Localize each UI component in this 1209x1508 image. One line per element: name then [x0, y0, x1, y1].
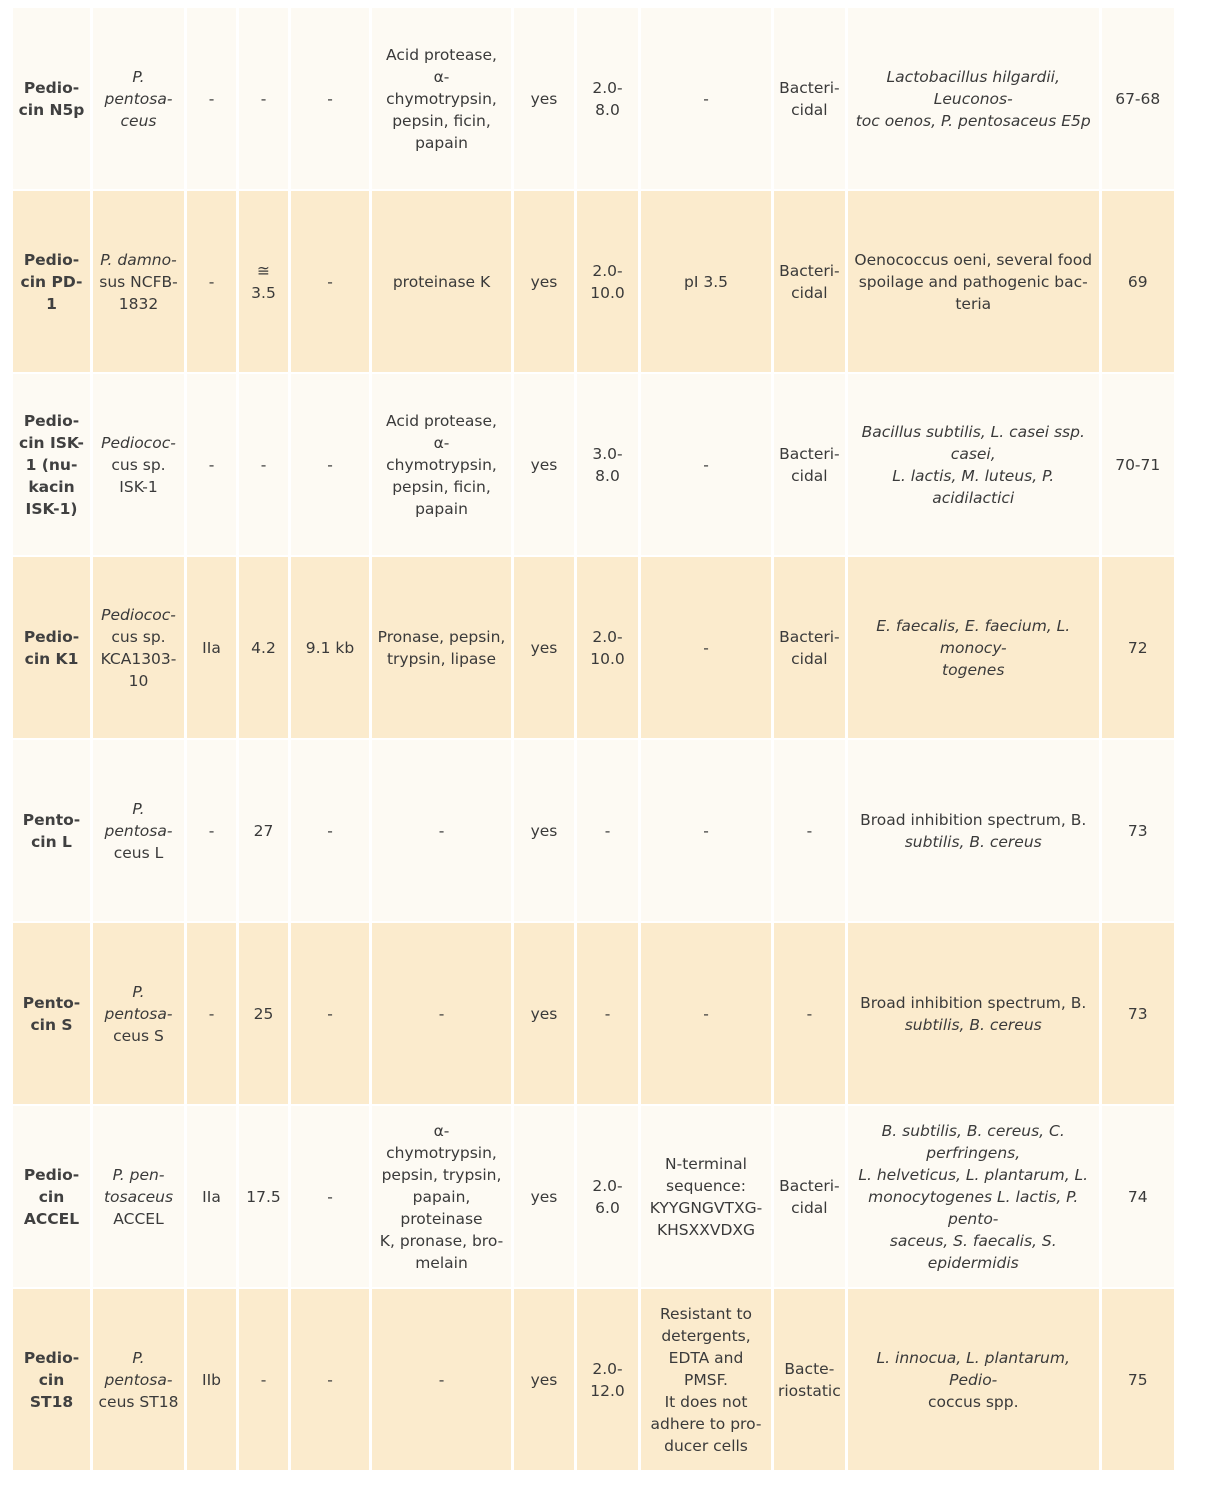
bacteriocin-name: ACCEL: [23, 1209, 80, 1228]
mode-of-action: Bacteri-: [779, 78, 840, 97]
class-value: IIa: [202, 638, 221, 657]
other-properties: detergents,: [661, 1326, 751, 1345]
molecular-weight-value: 4.2: [251, 638, 276, 657]
producer-organism: P. pentosa-: [104, 67, 173, 108]
enzyme-sensitivity: melain: [415, 1253, 468, 1272]
ph-range: 2.0-8.0: [592, 78, 623, 119]
enzyme-sensitivity-cell: [372, 374, 511, 555]
inhibition-spectrum: toc oenos, P. pentosaceus E5p: [855, 111, 1091, 130]
bacteriocin-name: ISK-1): [25, 499, 78, 518]
class-value: -: [208, 272, 215, 291]
producer-organism-cell: [93, 1106, 184, 1287]
bacteriocin-name: cin S: [30, 1015, 73, 1034]
bacteriocin-name: Pedio-: [23, 1348, 80, 1367]
plasmid-cell: [291, 1289, 369, 1470]
enzyme-sensitivity-cell: [372, 1289, 511, 1470]
ph-range-cell: [577, 8, 638, 189]
enzyme-sensitivity-cell: [372, 740, 511, 921]
other-properties: KYYGNGVTXG-: [649, 1198, 763, 1217]
mode-of-action: Bacte-: [784, 1359, 835, 1378]
ph-range: 3.0-8.0: [592, 444, 623, 485]
molecular-weight-cell: [239, 374, 288, 555]
bacteriocin-name: Pedio-: [23, 411, 80, 430]
reference-value: 70-71: [1115, 455, 1161, 474]
producer-organism: cus sp.: [111, 455, 166, 474]
enzyme-sensitivity: trypsin, lipase: [386, 649, 497, 668]
producer-organism: KCA1303-: [100, 649, 177, 668]
molecular-weight-value: -: [260, 455, 267, 474]
enzyme-sensitivity: α- chymotrypsin,: [386, 1121, 497, 1162]
other-properties-cell: [641, 8, 771, 189]
class-value: -: [208, 1004, 215, 1023]
other-properties: ducer cells: [664, 1436, 748, 1455]
heat-stability-value: yes: [530, 821, 558, 840]
enzyme-sensitivity: Pronase, pepsin,: [377, 627, 506, 646]
enzyme-sensitivity: papain: [415, 133, 468, 152]
enzyme-sensitivity: pepsin, ficin,: [392, 111, 491, 130]
heat-stability-value: yes: [530, 455, 558, 474]
inhibition-spectrum: Lactobacillus hilgardii, Leuconos-: [886, 67, 1060, 108]
plasmid-cell: [291, 557, 369, 738]
enzyme-sensitivity-cell: [372, 1106, 511, 1287]
other-properties: -: [703, 821, 709, 840]
enzyme-sensitivity-cell: [372, 557, 511, 738]
plasmid-value: -: [327, 89, 333, 108]
plasmid-value: -: [327, 1004, 333, 1023]
mode-of-action-cell: [774, 374, 845, 555]
inhibition-spectrum-cell: [848, 191, 1099, 372]
enzyme-sensitivity: pepsin, trypsin,: [381, 1165, 502, 1184]
plasmid-value: -: [327, 1370, 333, 1389]
class-cell: [187, 8, 236, 189]
inhibition-spectrum: Oenococcus oeni, several food: [854, 250, 1093, 269]
heat-stability-cell: [514, 374, 574, 555]
class-cell: [187, 191, 236, 372]
producer-organism: ceus: [120, 111, 157, 130]
producer-organism: ceus L: [113, 843, 164, 862]
bacteriocin-name: Pedio-: [23, 78, 80, 97]
inhibition-spectrum: Broad inhibition spectrum, B.: [860, 810, 1087, 829]
ph-range: 10.0: [590, 283, 625, 302]
class-cell: [187, 740, 236, 921]
mode-of-action: riostatic: [778, 1381, 841, 1400]
ph-range: -: [604, 821, 611, 840]
other-properties: -: [703, 455, 709, 474]
inhibition-spectrum: E. faecalis, E. faecium, L. monocy-: [876, 616, 1071, 657]
reference-value: 73: [1127, 1004, 1148, 1023]
class-value: IIb: [202, 1370, 221, 1389]
producer-organism: Pediococ-: [101, 605, 176, 624]
reference-cell: [1102, 374, 1174, 555]
class-cell: [187, 1289, 236, 1470]
bacteriocin-name: cin: [38, 1187, 65, 1206]
bacteriocin-name: cin K1: [24, 649, 79, 668]
molecular-weight-cell: [239, 8, 288, 189]
producer-organism: 10: [128, 671, 149, 690]
table-row: [13, 923, 1174, 1104]
ph-range: 10.0: [590, 649, 625, 668]
class-value: -: [208, 821, 215, 840]
other-properties: -: [703, 89, 709, 108]
bacteriocin-name-cell: [13, 1106, 90, 1287]
plasmid-cell: [291, 740, 369, 921]
reference-cell: [1102, 8, 1174, 189]
plasmid-value: -: [327, 1187, 333, 1206]
inhibition-spectrum: teria: [955, 294, 992, 313]
heat-stability-value: yes: [530, 1004, 558, 1023]
heat-stability-cell: [514, 557, 574, 738]
ph-range-cell: [577, 557, 638, 738]
table-row: [13, 1106, 1174, 1287]
producer-organism: ceus S: [113, 1026, 164, 1045]
enzyme-sensitivity: papain, proteinase: [400, 1187, 483, 1228]
producer-organism: ACCEL: [113, 1209, 164, 1228]
enzyme-sensitivity: papain: [415, 499, 468, 518]
bacteriocin-name: 1 (nu-: [25, 455, 78, 474]
producer-organism: P. pen-: [112, 1165, 165, 1184]
heat-stability-cell: [514, 740, 574, 921]
inhibition-spectrum: Bacillus subtilis, L. casei ssp. casei,: [861, 422, 1085, 463]
ph-range: 2.0-6.0: [592, 1176, 623, 1217]
bacteriocin-name: Pedio-: [23, 250, 80, 269]
bacteriocin-name-cell: [13, 923, 90, 1104]
table-body: [13, 8, 1174, 1470]
ph-range: 2.0-: [592, 1359, 623, 1378]
reference-cell: [1102, 740, 1174, 921]
molecular-weight-value: 27: [253, 821, 274, 840]
bacteriocin-name: kacin: [28, 477, 75, 496]
heat-stability-cell: [514, 1106, 574, 1287]
enzyme-sensitivity-cell: [372, 8, 511, 189]
bacteriocin-name: cin PD-1: [20, 272, 83, 313]
heat-stability-cell: [514, 191, 574, 372]
mode-of-action: cidal: [791, 649, 828, 668]
heat-stability-value: yes: [530, 1187, 558, 1206]
class-cell: [187, 374, 236, 555]
bacteriocin-name-cell: [13, 374, 90, 555]
other-properties-cell: [641, 1289, 771, 1470]
bacteriocin-name: Pento-: [22, 810, 81, 829]
bacteriocin-name: cin ST18: [29, 1370, 74, 1411]
other-properties: Resistant to: [659, 1304, 753, 1323]
heat-stability-cell: [514, 8, 574, 189]
heat-stability-value: yes: [530, 272, 558, 291]
mode-of-action-cell: [774, 1106, 845, 1287]
inhibition-spectrum: subtilis, B. cereus: [904, 1015, 1042, 1034]
table-row: [13, 8, 1174, 189]
plasmid-cell: [291, 1106, 369, 1287]
plasmid-value: -: [327, 821, 333, 840]
inhibition-spectrum-cell: [848, 1289, 1099, 1470]
inhibition-spectrum: spoilage and pathogenic bac-: [858, 272, 1088, 291]
table-row: [13, 557, 1174, 738]
producer-organism: sus NCFB-: [99, 272, 178, 291]
producer-organism: Pediococ-: [101, 433, 176, 452]
mode-of-action-cell: [774, 1289, 845, 1470]
table-row: [13, 1289, 1174, 1470]
molecular-weight-value: -: [260, 1370, 267, 1389]
producer-organism-cell: [93, 740, 184, 921]
reference-cell: [1102, 191, 1174, 372]
table-row: [13, 191, 1174, 372]
inhibition-spectrum: coccus spp.: [927, 1392, 1019, 1411]
molecular-weight-cell: [239, 191, 288, 372]
enzyme-sensitivity: α- chymotrypsin,: [386, 67, 497, 108]
mode-of-action: cidal: [791, 283, 828, 302]
inhibition-spectrum-cell: [848, 740, 1099, 921]
bacteriocin-name-cell: [13, 557, 90, 738]
molecular-weight-value: 25: [253, 1004, 274, 1023]
molecular-weight-cell: [239, 740, 288, 921]
mode-of-action: cidal: [791, 100, 828, 119]
inhibition-spectrum: B. subtilis, B. cereus, C. perfringens,: [881, 1121, 1065, 1162]
producer-organism-cell: [93, 923, 184, 1104]
other-properties: -: [703, 638, 709, 657]
other-properties: pI 3.5: [684, 272, 728, 291]
enzyme-sensitivity: proteinase K: [392, 272, 491, 291]
other-properties-cell: [641, 557, 771, 738]
producer-organism: P. damno-: [100, 250, 177, 269]
mode-of-action: Bacteri-: [779, 261, 840, 280]
molecular-weight-cell: [239, 1289, 288, 1470]
class-value: IIa: [202, 1187, 221, 1206]
mode-of-action: cidal: [791, 1198, 828, 1217]
bacteriocin-name-cell: [13, 8, 90, 189]
mode-of-action-cell: [774, 8, 845, 189]
heat-stability-cell: [514, 923, 574, 1104]
heat-stability-value: yes: [530, 89, 558, 108]
mode-of-action: Bacteri-: [779, 1176, 840, 1195]
bacteriocin-name: cin L: [31, 832, 72, 851]
other-properties-cell: [641, 740, 771, 921]
mode-of-action: -: [806, 1004, 813, 1023]
mode-of-action: Bacteri-: [779, 627, 840, 646]
ph-range: 12.0: [590, 1381, 625, 1400]
producer-organism: 1832: [118, 294, 159, 313]
producer-organism-cell: [93, 1289, 184, 1470]
bacteriocin-name-cell: [13, 1289, 90, 1470]
other-properties: adhere to pro-: [650, 1414, 762, 1433]
ph-range-cell: [577, 191, 638, 372]
bacteriocin-name: cin ISK-: [19, 433, 84, 452]
reference-value: 72: [1127, 638, 1148, 657]
class-cell: [187, 557, 236, 738]
producer-organism: ceus ST18: [98, 1392, 179, 1411]
inhibition-spectrum: subtilis, B. cereus: [904, 832, 1042, 851]
ph-range-cell: [577, 923, 638, 1104]
plasmid-cell: [291, 923, 369, 1104]
reference-cell: [1102, 923, 1174, 1104]
other-properties: It does not: [664, 1392, 748, 1411]
class-cell: [187, 923, 236, 1104]
producer-organism: P. pentosa-: [104, 1348, 173, 1389]
reference-value: 75: [1127, 1370, 1148, 1389]
molecular-weight-cell: [239, 1106, 288, 1287]
reference-value: 74: [1127, 1187, 1148, 1206]
enzyme-sensitivity: pepsin, ficin,: [392, 477, 491, 496]
mode-of-action-cell: [774, 191, 845, 372]
plasmid-value: 9.1 kb: [305, 638, 355, 657]
enzyme-sensitivity: K, pronase, bro-: [379, 1231, 504, 1250]
bacteriocin-name-cell: [13, 740, 90, 921]
producer-organism: tosaceus: [103, 1187, 174, 1206]
heat-stability-value: yes: [530, 1370, 558, 1389]
producer-organism: ISK-1: [119, 477, 158, 496]
bacteriocin-name: Pedio-: [23, 627, 80, 646]
inhibition-spectrum-cell: [848, 923, 1099, 1104]
other-properties-cell: [641, 374, 771, 555]
class-value: -: [208, 89, 215, 108]
mode-of-action-cell: [774, 740, 845, 921]
bacteriocin-table: [10, 6, 1177, 1472]
other-properties: N-terminal: [665, 1154, 747, 1173]
inhibition-spectrum: monocytogenes L. lactis, P. pento-: [868, 1187, 1079, 1228]
ph-range: -: [604, 1004, 611, 1023]
heat-stability-cell: [514, 1289, 574, 1470]
mode-of-action: -: [806, 821, 813, 840]
reference-cell: [1102, 1106, 1174, 1287]
bacteriocin-name: Pento-: [22, 993, 81, 1012]
heat-stability-value: yes: [530, 638, 558, 657]
inhibition-spectrum-cell: [848, 1106, 1099, 1287]
enzyme-sensitivity: -: [438, 1004, 445, 1023]
molecular-weight-value: 17.5: [246, 1187, 281, 1206]
producer-organism-cell: [93, 8, 184, 189]
plasmid-cell: [291, 191, 369, 372]
producer-organism-cell: [93, 374, 184, 555]
reference-value: 69: [1127, 272, 1148, 291]
other-properties: EDTA and PMSF.: [668, 1348, 744, 1389]
enzyme-sensitivity: α- chymotrypsin,: [386, 433, 497, 474]
other-properties-cell: [641, 1106, 771, 1287]
molecular-weight-value: ≅ 3.5: [251, 261, 276, 302]
reference-cell: [1102, 1289, 1174, 1470]
ph-range-cell: [577, 1289, 638, 1470]
inhibition-spectrum: L. innocua, L. plantarum, Pedio-: [876, 1348, 1070, 1389]
other-properties: -: [703, 1004, 709, 1023]
producer-organism: cus sp.: [111, 627, 166, 646]
molecular-weight-cell: [239, 557, 288, 738]
inhibition-spectrum: Broad inhibition spectrum, B.: [860, 993, 1087, 1012]
inhibition-spectrum: L. lactis, M. luteus, P. acidilactici: [892, 466, 1055, 507]
class-cell: [187, 1106, 236, 1287]
ph-range-cell: [577, 1106, 638, 1287]
producer-organism: P. pentosa-: [104, 799, 173, 840]
mode-of-action-cell: [774, 923, 845, 1104]
enzyme-sensitivity: Acid protease,: [386, 45, 497, 64]
plasmid-cell: [291, 374, 369, 555]
inhibition-spectrum: L. helveticus, L. plantarum, L.: [858, 1165, 1089, 1184]
class-value: -: [208, 455, 215, 474]
plasmid-value: -: [327, 455, 333, 474]
enzyme-sensitivity: Acid protease,: [386, 411, 497, 430]
reference-value: 73: [1127, 821, 1148, 840]
other-properties-cell: [641, 923, 771, 1104]
table-row: [13, 740, 1174, 921]
ph-range-cell: [577, 740, 638, 921]
mode-of-action-cell: [774, 557, 845, 738]
ph-range: 2.0-: [592, 261, 623, 280]
inhibition-spectrum-cell: [848, 374, 1099, 555]
producer-organism: P. pentosa-: [104, 982, 173, 1023]
table-row: [13, 374, 1174, 555]
mode-of-action: cidal: [791, 466, 828, 485]
other-properties: sequence:: [666, 1176, 746, 1195]
inhibition-spectrum-cell: [848, 8, 1099, 189]
other-properties-cell: [641, 191, 771, 372]
producer-organism-cell: [93, 191, 184, 372]
enzyme-sensitivity-cell: [372, 191, 511, 372]
ph-range-cell: [577, 374, 638, 555]
mode-of-action: Bacteri-: [779, 444, 840, 463]
other-properties: KHSXXVDXG: [656, 1220, 756, 1239]
reference-value: 67-68: [1115, 89, 1161, 108]
bacteriocin-name-cell: [13, 191, 90, 372]
ph-range: 2.0-: [592, 627, 623, 646]
bacteriocin-name: Pedio-: [23, 1165, 80, 1184]
bacteriocin-name: cin N5p: [18, 100, 85, 119]
reference-cell: [1102, 557, 1174, 738]
inhibition-spectrum: saceus, S. faecalis, S. epidermidis: [889, 1231, 1057, 1272]
plasmid-cell: [291, 8, 369, 189]
producer-organism-cell: [93, 557, 184, 738]
inhibition-spectrum-cell: [848, 557, 1099, 738]
molecular-weight-value: -: [260, 89, 267, 108]
molecular-weight-cell: [239, 923, 288, 1104]
enzyme-sensitivity: -: [438, 1370, 445, 1389]
enzyme-sensitivity-cell: [372, 923, 511, 1104]
inhibition-spectrum: togenes: [942, 660, 1005, 679]
plasmid-value: -: [327, 272, 333, 291]
enzyme-sensitivity: -: [438, 821, 445, 840]
